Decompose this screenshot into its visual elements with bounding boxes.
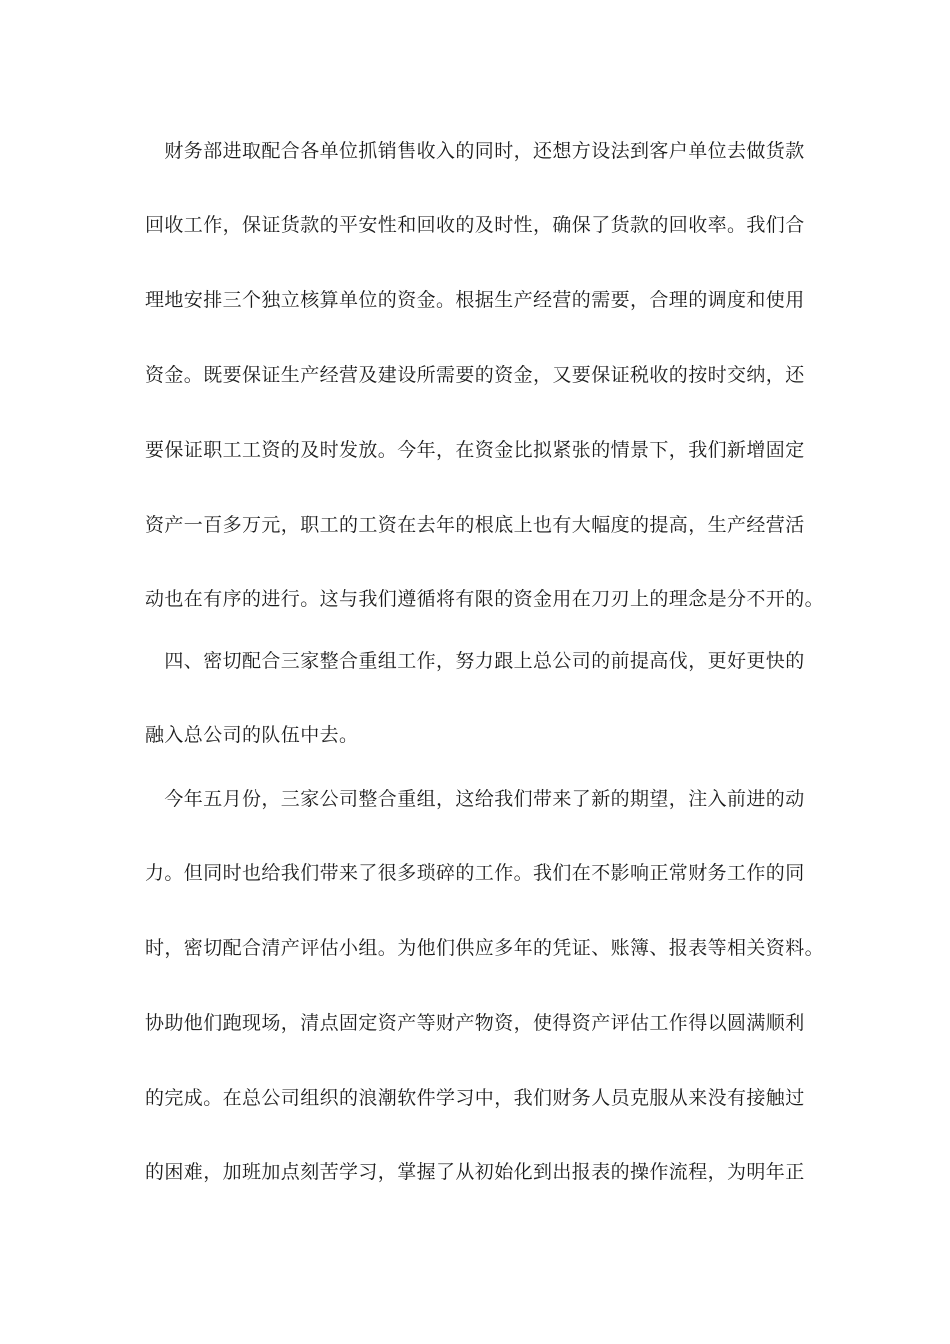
text-line: 协助他们跑现场，清点固定资产等财产物资，使得资产评估工作得以圆满顺利 — [145, 1012, 805, 1034]
section-heading-line: 四、密切配合三家整合重组工作，努力跟上总公司的前提高伐，更好更快的 — [145, 650, 805, 672]
text-line: 的完成。在总公司组织的浪潮软件学习中，我们财务人员克服从来没有接触过 — [145, 1087, 805, 1109]
text-line: 要保证职工工资的及时发放。今年，在资金比拟紧张的情景下，我们新增固定 — [145, 439, 805, 461]
text-line: 资金。既要保证生产经营及建设所需要的资金，又要保证税收的按时交纳，还 — [145, 364, 805, 386]
section-heading-line: 融入总公司的队伍中去。 — [145, 724, 359, 746]
text-line: 财务部进取配合各单位抓销售收入的同时，还想方设法到客户单位去做货款 — [145, 140, 805, 162]
text-line: 回收工作，保证货款的平安性和回收的及时性，确保了货款的回收率。我们合 — [145, 214, 805, 236]
text-line: 资产一百多万元，职工的工资在去年的根底上也有大幅度的提高，生产经营活 — [145, 514, 805, 536]
text-line: 的困难，加班加点刻苦学习，掌握了从初始化到出报表的操作流程，为明年正 — [145, 1161, 805, 1183]
text-line: 今年五月份，三家公司整合重组，这给我们带来了新的期望，注入前进的动 — [145, 788, 805, 810]
text-line: 动也在有序的进行。这与我们遵循将有限的资金用在刀刃上的理念是分不开的。 — [145, 588, 825, 610]
text-line: 理地安排三个独立核算单位的资金。根据生产经营的需要，合理的调度和使用 — [145, 289, 805, 311]
text-line: 力。但同时也给我们带来了很多琐碎的工作。我们在不影响正常财务工作的同 — [145, 862, 805, 884]
text-line: 时，密切配合清产评估小组。为他们供应多年的凭证、账簿、报表等相关资料。 — [145, 937, 825, 959]
